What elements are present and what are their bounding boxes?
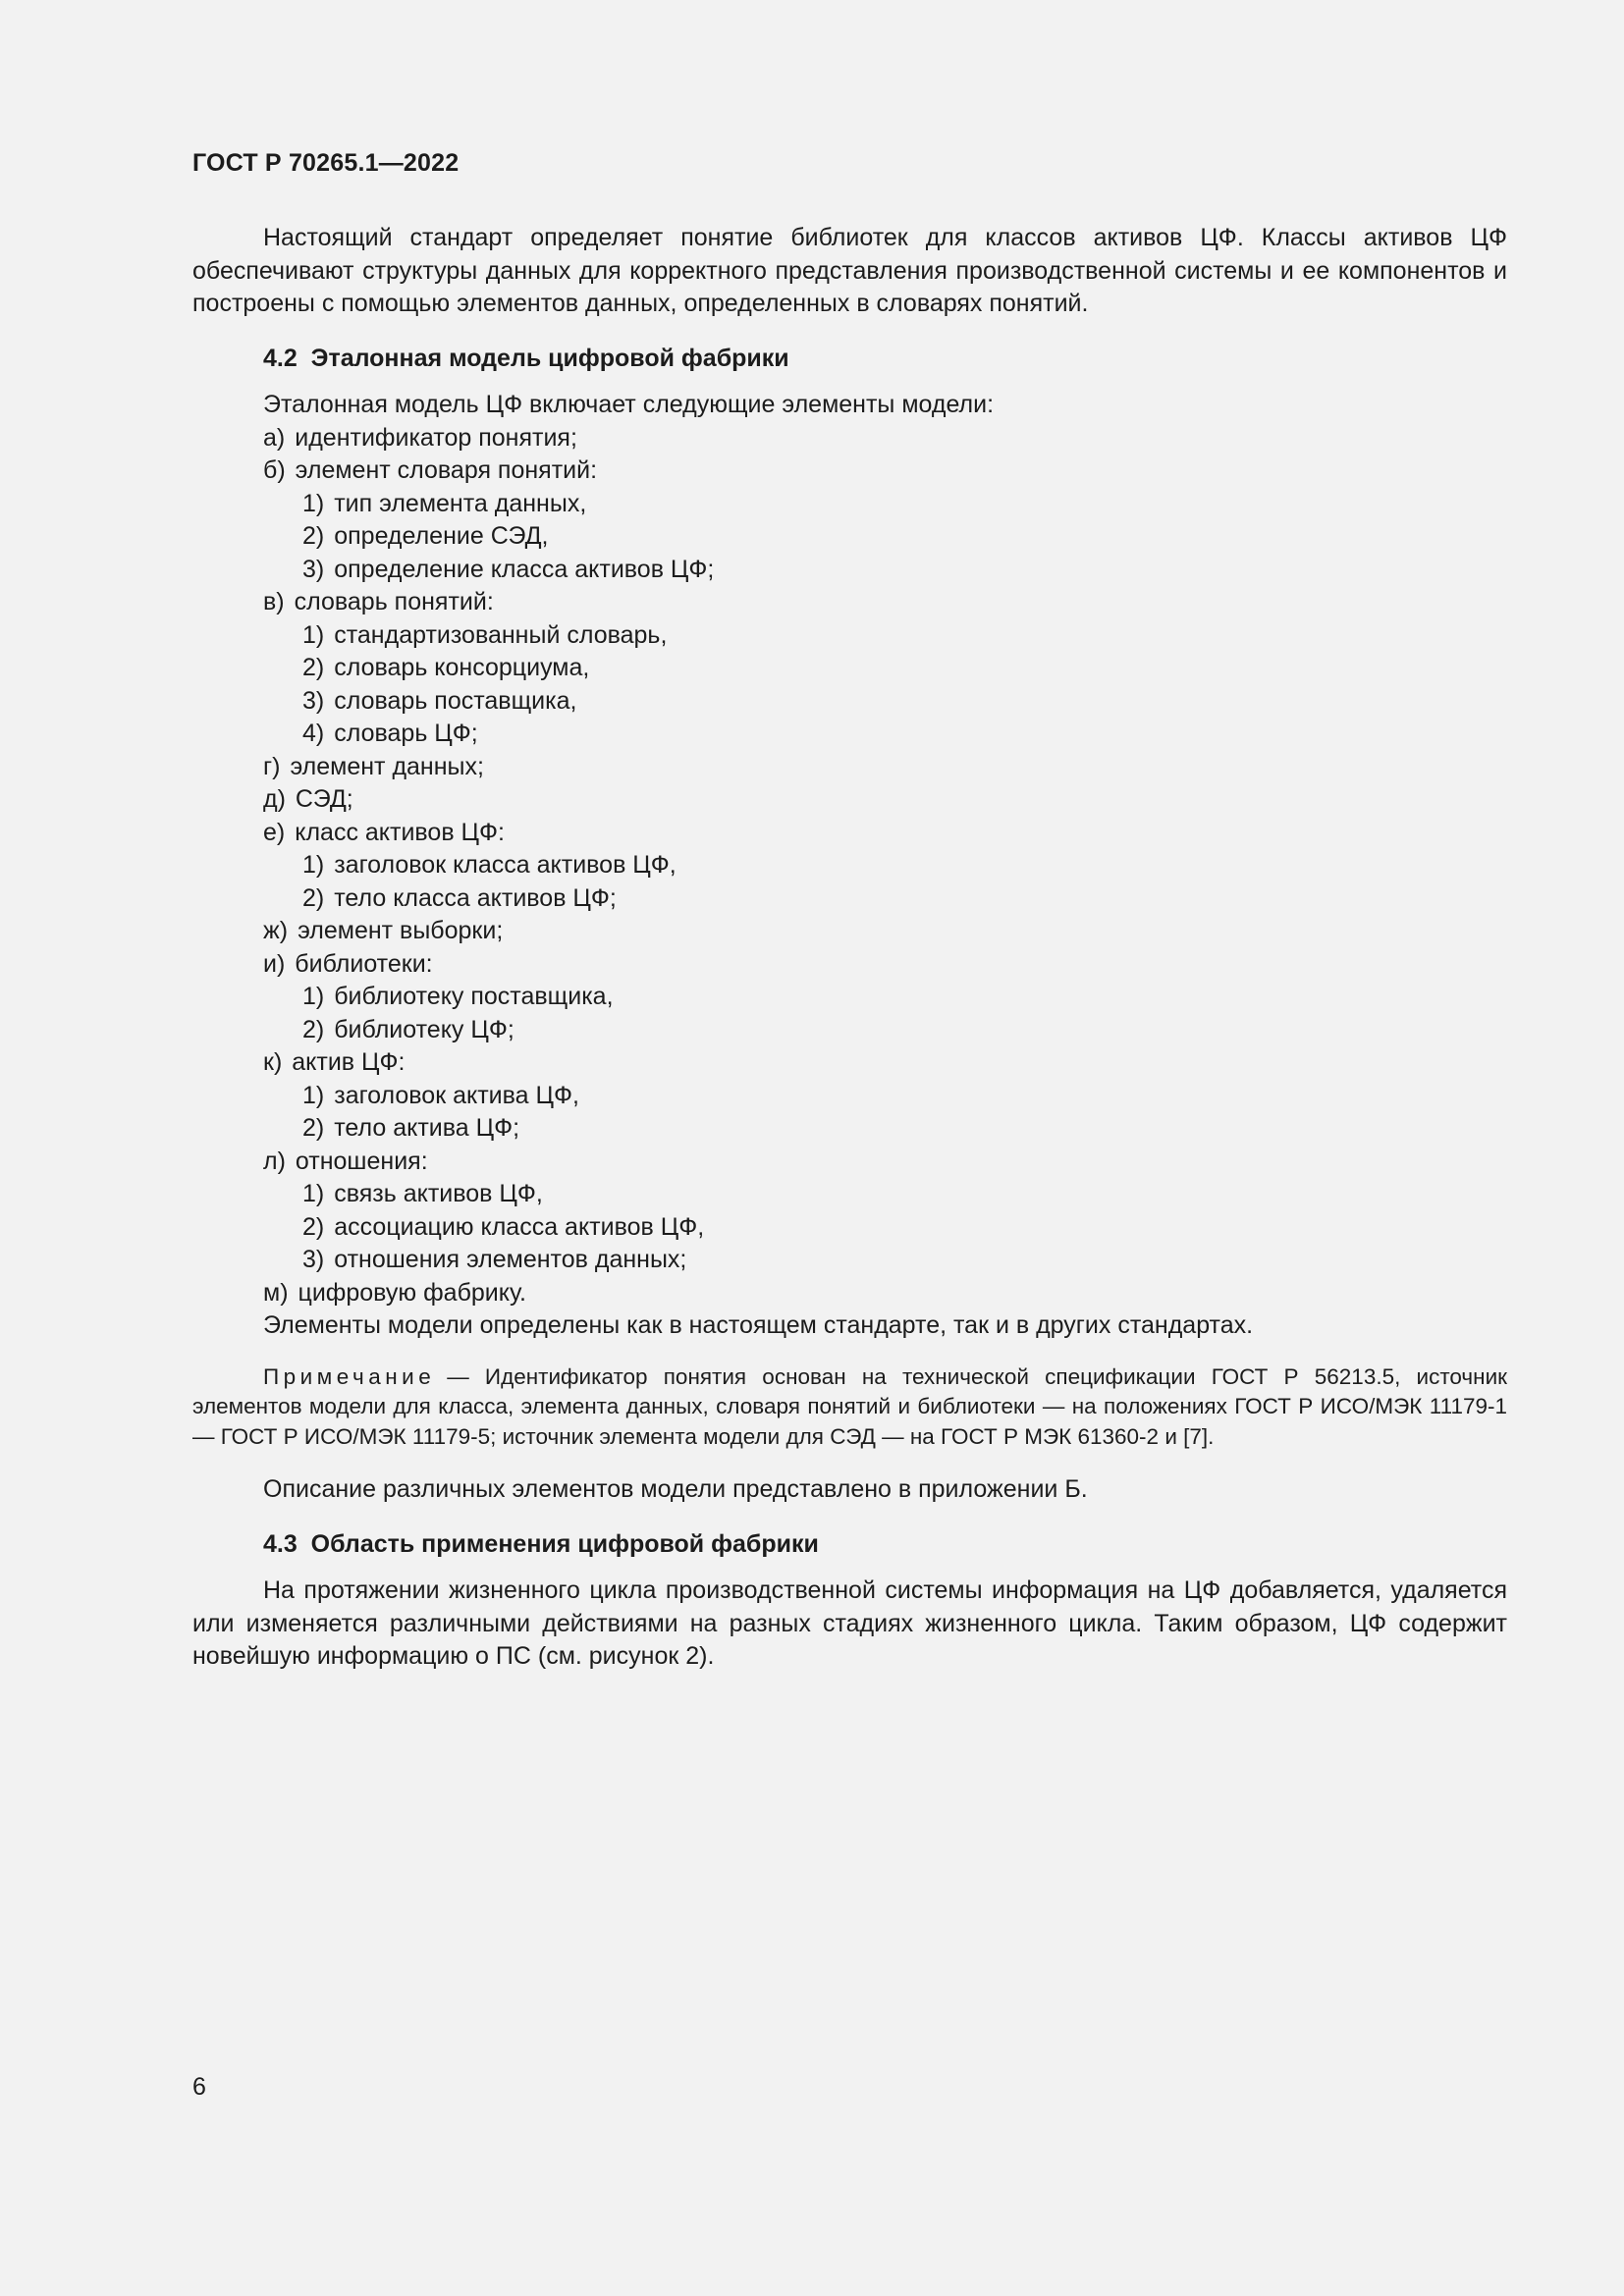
document-header: ГОСТ Р 70265.1—2022 bbox=[192, 149, 460, 177]
list-marker: 2) bbox=[302, 1212, 325, 1241]
list-item-text: ассоциацию класса активов ЦФ, bbox=[334, 1212, 705, 1241]
list-item-text: идентификатор понятия; bbox=[295, 423, 577, 452]
section-heading-4-2 bbox=[263, 343, 1507, 376]
list-item bbox=[263, 1146, 1507, 1179]
list-marker: 3) bbox=[302, 686, 325, 715]
list-subitem bbox=[302, 1080, 1507, 1113]
list-marker: л) bbox=[263, 1147, 286, 1175]
list-item-text: заголовок класса активов ЦФ, bbox=[334, 851, 677, 879]
list-marker: 1) bbox=[302, 983, 325, 1010]
list-marker: 1) bbox=[302, 1180, 325, 1207]
list-item bbox=[263, 783, 1507, 817]
section-number: 4.2 bbox=[263, 344, 298, 372]
list-subitem bbox=[302, 652, 1507, 685]
list-item bbox=[263, 1046, 1507, 1080]
list-item bbox=[263, 586, 1507, 619]
list-marker: 3) bbox=[302, 1246, 325, 1273]
list-marker: 2) bbox=[302, 1114, 325, 1142]
list-item-text: определение класса активов ЦФ; bbox=[334, 555, 715, 583]
list-item-text: элемент словаря понятий: bbox=[295, 456, 598, 484]
list-item bbox=[263, 422, 1507, 455]
list-marker: и) bbox=[263, 949, 286, 978]
list-item-text: словарь ЦФ; bbox=[334, 720, 478, 747]
list-marker: б) bbox=[263, 456, 286, 484]
list-lead: Эталонная модель ЦФ включает следующие элементы модели: bbox=[263, 391, 995, 418]
list-item-text: отношения: bbox=[295, 1147, 428, 1175]
intro-paragraph: Настоящий стандарт определяет понятие библиотек для классов активов ЦФ. Классы активов ЦФ обеспечивают структуры данных для корректного представления производственной системы и ее компонентов и построены с помощью элементов данных, определенных в словарях понятий. bbox=[192, 224, 1507, 317]
list-marker: 2) bbox=[302, 883, 325, 912]
list-item bbox=[263, 915, 1507, 948]
list-marker: 4) bbox=[302, 720, 325, 747]
list-item-text: заголовок актива ЦФ, bbox=[334, 1081, 579, 1109]
model-elements-list bbox=[192, 422, 1507, 1310]
section-number: 4.3 bbox=[263, 1529, 298, 1558]
list-subitem bbox=[302, 685, 1507, 719]
section-title: Область применения цифровой фабрики bbox=[310, 1529, 819, 1558]
list-subitem bbox=[302, 1112, 1507, 1146]
list-item bbox=[263, 948, 1507, 982]
list-marker: 1) bbox=[302, 620, 325, 649]
list-item bbox=[263, 454, 1507, 488]
description-paragraph: Описание различных элементов модели представлено в приложении Б. bbox=[263, 1475, 1088, 1503]
list-subitem bbox=[302, 1178, 1507, 1211]
list-item-text: элемент данных; bbox=[290, 752, 484, 780]
list-marker: г) bbox=[263, 752, 281, 780]
list-item-text: библиотеку ЦФ; bbox=[334, 1015, 514, 1043]
list-item-text: библиотеку поставщика, bbox=[334, 983, 614, 1010]
list-marker: а) bbox=[263, 423, 286, 452]
list-item-text: класс активов ЦФ: bbox=[295, 818, 506, 846]
list-item-text: тип элемента данных, bbox=[334, 489, 587, 517]
list-item-text: цифровую фабрику. bbox=[298, 1278, 526, 1307]
list-marker: 1) bbox=[302, 489, 325, 517]
list-subitem bbox=[302, 554, 1507, 587]
page-number: 6 bbox=[192, 2073, 206, 2101]
list-subitem bbox=[302, 1244, 1507, 1277]
scope-paragraph: На протяжении жизненного цикла производственной системы информация на ЦФ добавляется, удаляется или изменяется различными действиями на разных стадиях жизненного цикла. Таким образом, ЦФ содержит новейшую информацию о ПС (см. рисунок 2). bbox=[192, 1576, 1507, 1670]
list-marker: 2) bbox=[302, 522, 325, 550]
list-marker: ж) bbox=[263, 917, 289, 944]
list-item bbox=[263, 1277, 1507, 1310]
note-label: Примечание bbox=[263, 1363, 436, 1389]
note bbox=[192, 1362, 1507, 1453]
list-marker: 2) bbox=[302, 654, 325, 681]
list-item-text: актив ЦФ: bbox=[292, 1048, 406, 1076]
list-item-text: словарь понятий: bbox=[294, 588, 494, 615]
list-item bbox=[263, 817, 1507, 850]
list-subitem bbox=[302, 882, 1507, 916]
list-marker: д) bbox=[263, 785, 286, 813]
section-heading-4-3 bbox=[263, 1528, 1507, 1562]
list-marker: 2) bbox=[302, 1015, 325, 1043]
list-item-text: стандартизованный словарь, bbox=[334, 620, 668, 649]
list-item bbox=[263, 751, 1507, 784]
list-marker: 1) bbox=[302, 851, 325, 879]
list-item-text: словарь консорциума, bbox=[334, 654, 590, 681]
list-item-text: тело класса активов ЦФ; bbox=[334, 883, 617, 912]
list-subitem bbox=[302, 981, 1507, 1014]
list-marker: к) bbox=[263, 1048, 283, 1076]
list-closing: Элементы модели определены как в настоящем стандарте, так и в других стандартах. bbox=[263, 1311, 1254, 1339]
list-subitem bbox=[302, 488, 1507, 521]
list-subitem bbox=[302, 1211, 1507, 1245]
list-subitem bbox=[302, 520, 1507, 554]
list-marker: 1) bbox=[302, 1081, 325, 1109]
section-title: Эталонная модель цифровой фабрики bbox=[310, 344, 789, 372]
list-subitem bbox=[302, 1014, 1507, 1047]
list-marker: 3) bbox=[302, 555, 325, 583]
list-item-text: СЭД; bbox=[295, 785, 353, 813]
note-text: — Идентификатор понятия основан на технической спецификации ГОСТ Р 56213.5, источник элементов модели для класса, элемента данных, словаря понятий и библиотеки — на положениях ГОСТ Р ИСО/МЭК 11179-1 — ГОСТ Р ИСО/МЭК 11179-5; источник элемента модели для СЭД — на ГОСТ Р МЭК 61360-2 и [7]. bbox=[192, 1363, 1507, 1449]
list-item-text: словарь поставщика, bbox=[334, 686, 577, 715]
page-content bbox=[192, 222, 1507, 1674]
list-subitem bbox=[302, 849, 1507, 882]
list-item-text: библиотеки: bbox=[295, 949, 433, 978]
list-item-text: отношения элементов данных; bbox=[334, 1246, 687, 1273]
list-item-text: элемент выборки; bbox=[298, 917, 504, 944]
list-item-text: тело актива ЦФ; bbox=[334, 1114, 520, 1142]
list-marker: е) bbox=[263, 818, 286, 846]
list-marker: в) bbox=[263, 588, 285, 615]
list-subitem bbox=[302, 718, 1507, 751]
list-item-text: связь активов ЦФ, bbox=[334, 1180, 543, 1207]
list-item-text: определение СЭД, bbox=[334, 522, 549, 550]
list-subitem bbox=[302, 619, 1507, 653]
list-marker: м) bbox=[263, 1278, 289, 1307]
